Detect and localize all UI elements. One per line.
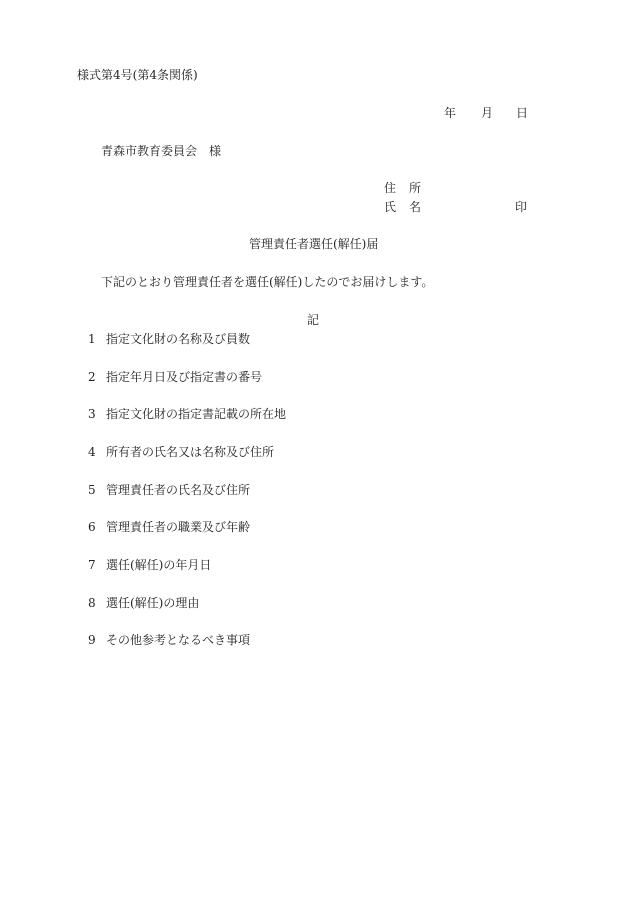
intro-text: 下記のとおり管理責任者を選任(解任)したのでお届けします。 — [101, 275, 434, 289]
seal-label: 印 — [515, 200, 528, 214]
addressee: 青森市教育委員会 様 — [101, 144, 222, 158]
address-label-char-2: 所 — [409, 181, 422, 195]
item-text: その他参考となるべき事項 — [106, 633, 251, 647]
item-number: 1 — [88, 332, 96, 346]
item-text: 管理責任者の氏名及び住所 — [106, 483, 251, 497]
item-number: 6 — [88, 520, 96, 534]
item-number: 8 — [88, 596, 96, 610]
ki-heading: 記 — [307, 313, 320, 327]
item-number: 7 — [88, 558, 96, 572]
date-month-label: 月 — [481, 106, 494, 120]
form-number: 様式第4号(第4条関係) — [77, 68, 198, 82]
item-text: 指定文化財の指定書記載の所在地 — [106, 407, 287, 421]
item-text: 管理責任者の職業及び年齢 — [106, 520, 251, 534]
document-title: 管理責任者選任(解任)届 — [249, 237, 379, 251]
date-day-label: 日 — [516, 106, 529, 120]
item-number: 9 — [88, 633, 96, 647]
address-label-char-1: 住 — [384, 181, 397, 195]
date-year-label: 年 — [444, 106, 457, 120]
name-label-char-1: 氏 — [384, 200, 397, 214]
item-text: 選任(解任)の年月日 — [106, 558, 212, 572]
item-number: 3 — [88, 407, 96, 421]
item-text: 指定文化財の名称及び員数 — [106, 332, 251, 346]
item-text: 指定年月日及び指定書の番号 — [106, 370, 263, 384]
item-text: 所有者の氏名又は名称及び住所 — [106, 445, 275, 459]
name-label-char-2: 名 — [409, 200, 422, 214]
item-number: 2 — [88, 370, 96, 384]
item-text: 選任(解任)の理由 — [106, 596, 200, 610]
item-number: 4 — [88, 445, 96, 459]
item-number: 5 — [88, 483, 96, 497]
